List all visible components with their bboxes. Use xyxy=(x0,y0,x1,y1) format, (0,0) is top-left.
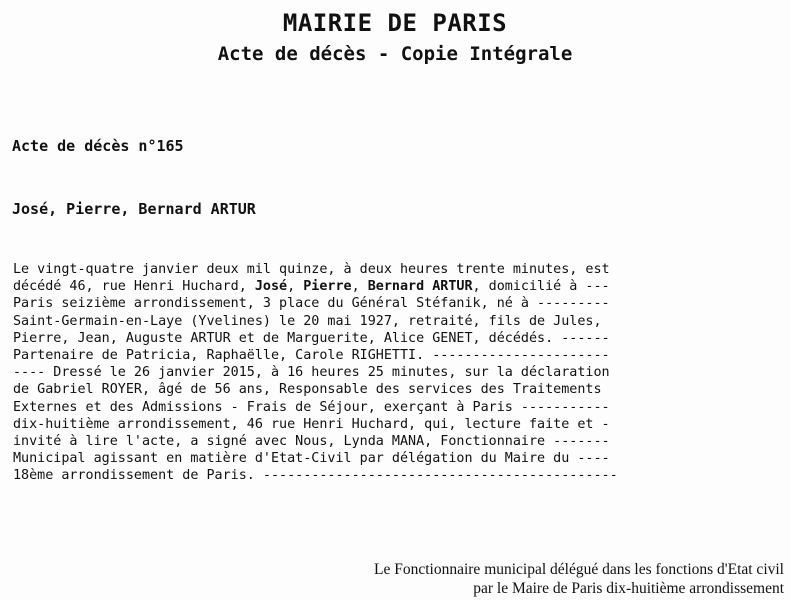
body-line xyxy=(13,433,713,450)
body-bold-segment: José xyxy=(254,279,288,295)
body-segment: , xyxy=(351,279,368,295)
body-line xyxy=(13,364,713,381)
body-segment: Externes et des Admissions - Frais de Séjour, exerçant à Paris ----------- xyxy=(13,399,610,415)
body-bold-segment: Bernard ARTUR xyxy=(367,279,473,295)
signature-line-2: par le Maire de Paris dix-huitième arrondissement xyxy=(473,580,784,597)
body-segment: Le vingt-quatre janvier deux mil quinze, à deux heures trente minutes, est xyxy=(13,262,610,277)
body-line xyxy=(13,261,713,278)
body-line xyxy=(13,399,713,416)
body-bold-segment: Pierre xyxy=(303,279,352,295)
body-line xyxy=(13,347,713,364)
deceased-name: José, Pierre, Bernard ARTUR xyxy=(12,200,256,218)
body-segment: décédé 46, rue Henri Huchard, xyxy=(13,279,255,295)
body-segment: Municipal agissant en matière d'Etat-Civil par délégation du Maire du ---- xyxy=(13,451,610,467)
act-body-text xyxy=(13,261,713,484)
signature-block xyxy=(374,560,784,598)
body-line xyxy=(13,467,713,484)
body-line xyxy=(13,330,713,347)
body-segment: ---- Dressé le 26 janvier 2015, à 16 heures 25 minutes, sur la déclaration xyxy=(13,365,610,381)
body-segment: 18ème arrondissement de Paris. -------------------------------------------- xyxy=(13,468,618,484)
body-line xyxy=(13,381,713,398)
body-segment: , domicilié à --- xyxy=(472,279,610,295)
signature-line-1: Le Fonctionnaire municipal délégué dans les fonctions d'Etat civil xyxy=(374,561,784,578)
document-title: MAIRIE DE PARIS xyxy=(282,9,508,37)
body-segment: Saint-Germain-en-Laye (Yvelines) le 20 mai 1927, retraité, fils de Jules, xyxy=(13,313,602,329)
body-segment: , xyxy=(287,279,304,295)
body-segment: Paris seizième arrondissement, 3 place du Général Stéfanik, né à --------- xyxy=(13,296,610,312)
body-segment: Partenaire de Patricia, Raphaëlle, Carole RIGHETTI. ---------------------- xyxy=(13,347,610,363)
body-line xyxy=(13,295,713,312)
body-segment: invité à lire l'acte, a signé avec Nous, Lynda MANA, Fonctionnaire ------- xyxy=(13,433,610,449)
body-line xyxy=(13,416,713,433)
body-segment: dix-huitième arrondissement, 46 rue Henri Huchard, qui, lecture faite et - xyxy=(13,416,610,432)
document-subtitle: Acte de décès - Copie Intégrale xyxy=(217,43,573,65)
body-segment: Pierre, Jean, Auguste ARTUR et de Marguerite, Alice GENET, décédés. ------ xyxy=(13,330,610,346)
act-number: Acte de décès n°165 xyxy=(12,137,184,155)
body-segment: de Gabriel ROYER, âgé de 56 ans, Responsable des services des Traitements xyxy=(13,382,602,398)
body-line xyxy=(13,278,713,295)
body-line xyxy=(13,450,713,467)
body-line xyxy=(13,313,713,330)
